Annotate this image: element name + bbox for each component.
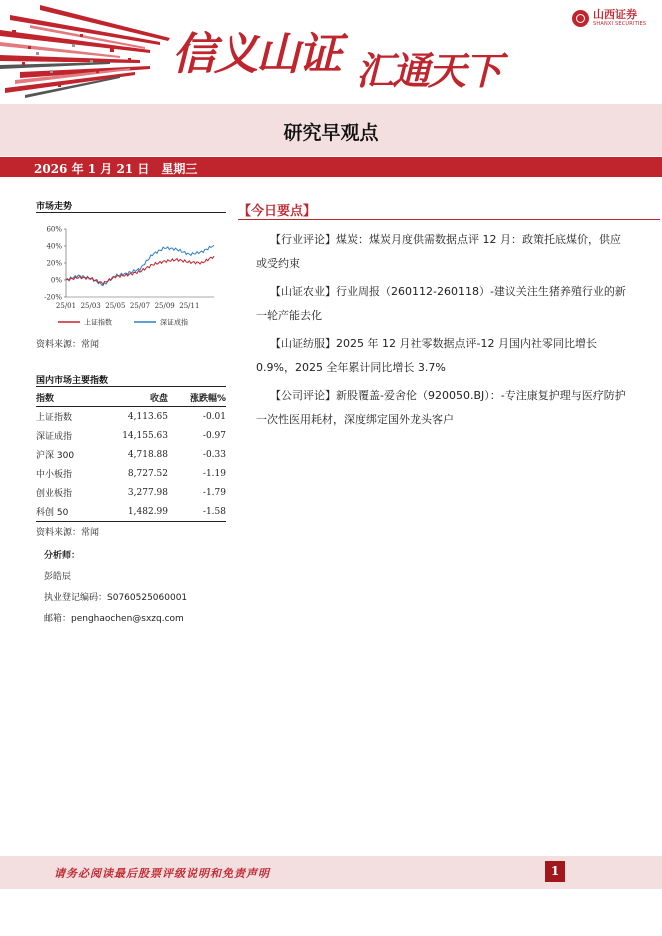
x-tick-label: 25/11 <box>179 302 200 310</box>
index-change: -1.58 <box>202 506 226 517</box>
today-points-heading: 【今日要点】 <box>238 204 317 219</box>
index-close: 1,482.99 <box>127 506 168 517</box>
market-trend-heading: 市场走势 <box>36 202 73 212</box>
index-close: 4,113.65 <box>127 411 168 422</box>
index-change: -0.97 <box>202 430 226 441</box>
list-item[interactable] <box>256 228 628 276</box>
table-row <box>36 407 226 427</box>
item-tag: 【山证农业】 <box>270 285 336 298</box>
item-text: 2025 年 12 月社零数据点评-12 月国内社零同比增长 0.9%，2025 全年累计同比增长 3.7% <box>256 337 597 374</box>
analyst-name: 彭皓辰 <box>44 572 72 582</box>
index-name: 深证成指 <box>36 432 73 442</box>
market-trend-rule <box>36 212 226 213</box>
page-number: 1 <box>545 861 565 882</box>
legend-label: 上证指数 <box>84 318 112 327</box>
index-change: -0.01 <box>202 411 226 422</box>
domestic-market-rule <box>36 386 226 387</box>
x-tick-label: 25/03 <box>80 302 101 310</box>
index-table <box>36 388 226 522</box>
x-tick-label: 25/01 <box>55 302 77 310</box>
logo-mark-icon <box>572 10 589 27</box>
item-tag: 【行业评论】 <box>270 233 336 246</box>
index-close: 3,277.98 <box>127 487 168 498</box>
y-tick-label: 40% <box>46 242 62 251</box>
list-item[interactable] <box>256 332 628 380</box>
index-name: 中小板指 <box>36 470 73 480</box>
report-date: 2026 年 1 月 21 日 星期三 <box>34 162 198 176</box>
index-change: -0.33 <box>202 449 226 460</box>
col-header-index: 指数 <box>36 388 106 407</box>
list-item[interactable] <box>256 384 628 432</box>
index-table-header <box>36 388 226 407</box>
x-tick-label: 25/05 <box>105 302 126 310</box>
index-name: 上证指数 <box>36 413 73 423</box>
logo-name-cn: 山西证券 <box>593 8 637 21</box>
today-points-rule <box>238 219 660 220</box>
page-title: 研究早观点 <box>283 122 379 144</box>
y-tick-label: 0% <box>50 276 62 285</box>
index-close: 8,727.52 <box>127 468 168 479</box>
table-row <box>36 502 226 522</box>
col-header-change: 涨跌幅% <box>168 388 226 407</box>
table-row <box>36 464 226 483</box>
item-text: 煤炭：煤炭月度供需数据点评 12 月：政策托底煤价，供应或受约束 <box>256 233 621 270</box>
analyst-registration: 执业登记编码：S0760525060001 <box>44 593 188 603</box>
logo-name-en: SHANXI SECURITIES <box>593 21 647 27</box>
index-change: -1.79 <box>202 487 226 498</box>
col-header-close: 收盘 <box>106 388 168 407</box>
slogan-part2: 汇通天下 <box>356 48 501 93</box>
item-text: 新股覆盖-爱舍伦（920050.BJ）：-专注康复护理与医疗防护一次性医用耗材，深度绑定国外龙头客户 <box>256 389 626 426</box>
item-tag: 【山证纺服】 <box>270 337 336 350</box>
domestic-market-heading: 国内市场主要指数 <box>36 376 109 386</box>
market-trend-chart <box>36 222 226 330</box>
chart-source: 资料来源：常闻 <box>36 340 100 350</box>
index-change: -1.19 <box>202 468 226 479</box>
y-tick-label: -20% <box>44 293 62 302</box>
footer-disclaimer[interactable]: 请务必阅读最后股票评级说明和免责声明 <box>54 867 270 880</box>
legend-label: 深证成指 <box>160 318 188 327</box>
index-name: 创业板指 <box>36 489 73 499</box>
item-text: 行业周报（260112-260118）-建议关注生猪养殖行业的新一轮产能去化 <box>256 285 626 322</box>
y-tick-label: 20% <box>46 259 62 268</box>
item-tag: 【公司评论】 <box>270 389 336 402</box>
x-tick-label: 25/07 <box>129 302 151 310</box>
table-row <box>36 483 226 502</box>
table-row <box>36 426 226 445</box>
index-name: 科创 50 <box>36 508 69 518</box>
slogan-part1: 信义山证 <box>172 29 340 80</box>
analyst-label: 分析师： <box>44 551 81 561</box>
index-close: 14,155.63 <box>122 430 168 441</box>
x-tick-label: 25/09 <box>154 302 175 310</box>
series-line <box>66 245 214 285</box>
company-logo <box>572 9 646 27</box>
analyst-email[interactable]: 邮箱：penghaochen@sxzq.com <box>44 614 184 624</box>
y-tick-label: 60% <box>46 225 62 234</box>
list-item[interactable] <box>256 280 628 328</box>
table-row <box>36 445 226 464</box>
index-close: 4,718.88 <box>127 449 168 460</box>
table-source: 资料来源：常闻 <box>36 528 100 538</box>
index-name: 沪深 300 <box>36 451 75 461</box>
